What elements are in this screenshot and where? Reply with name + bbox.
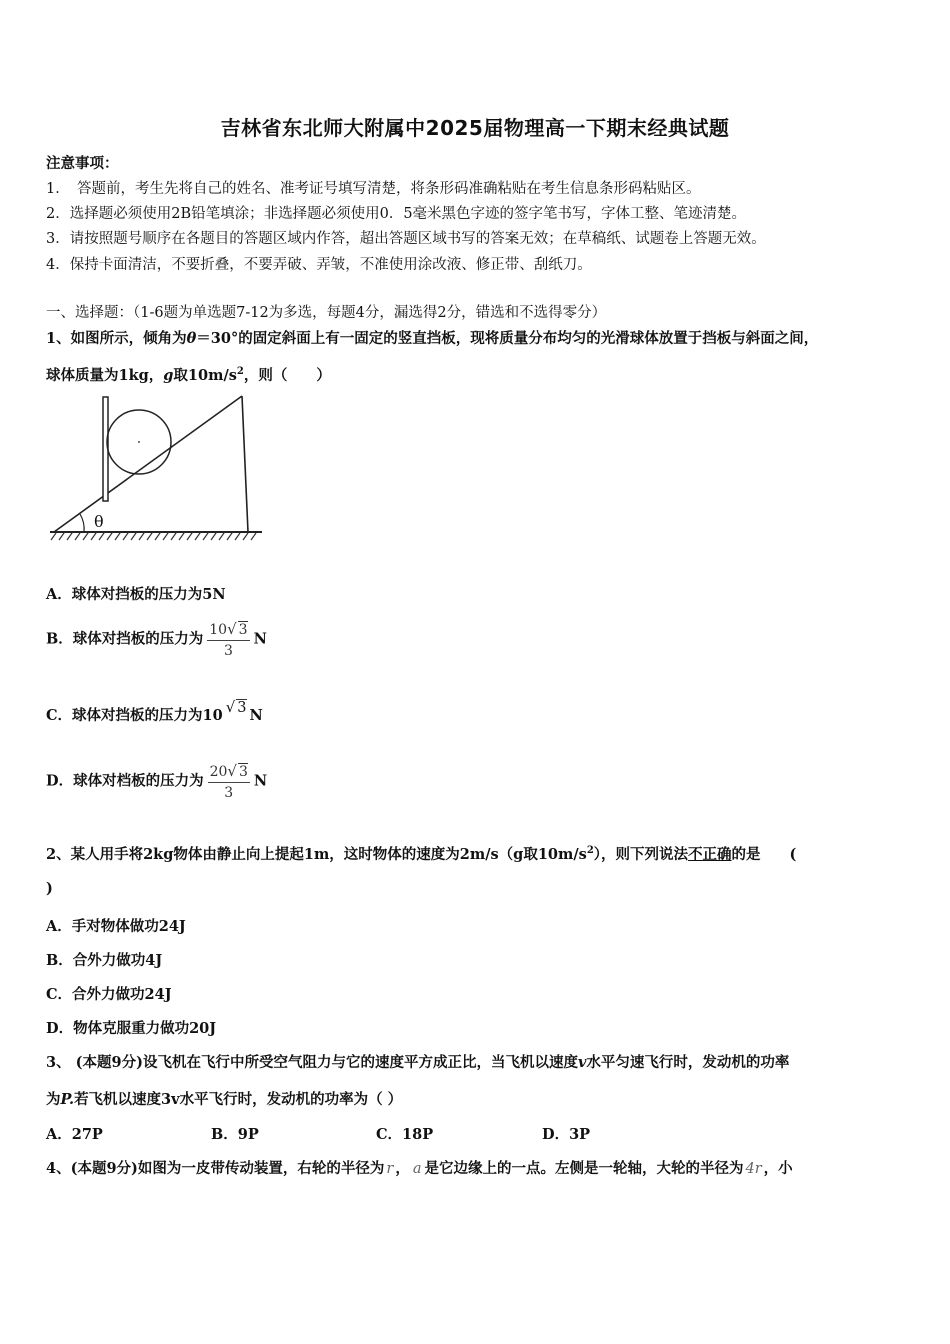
q1-stem-line2: 球体质量为1kg，g取$10m/s^2$，则（ ） [46, 366, 331, 384]
q2-option-d: D．物体克服重力做功20J [46, 1020, 217, 1037]
q3-option-d: D．3P [542, 1126, 591, 1143]
figure-theta-label: θ [94, 512, 104, 531]
notice-heading: 注意事项： [46, 155, 119, 172]
q3-stem-line1: 3、 (本题9分)设飞机在飞行中所受空气阻力与它的速度平方成正比，当飞机以速度v水平匀速飞行时，发动机的功率 [46, 1054, 790, 1071]
q2-option-c: C．合外力做功24J [46, 986, 172, 1003]
q3-option-c: C．18P [376, 1126, 434, 1143]
q1-option-b: B．球体对挡板的压力为 $\frac{10√ 3}{3}$ N [46, 620, 267, 659]
q2-option-b: B．合外力做功4J [46, 952, 163, 969]
q1-stem-line1: 1、如图所示，倾角为θ＝30°的固定斜面上有一固定的竖直挡板，现将质量分布均匀的光滑球体放置于挡板与斜面之间， [46, 330, 819, 347]
notice-item-2: 2．选择题必须使用2B铅笔填涂；非选择题必须使用0．5毫米黑色字迹的签字笔书写，字体工整、笔迹清楚。 [46, 206, 747, 222]
notice-item-4: 4．保持卡面清洁，不要折叠，不要弄破、弄皱，不准使用涂改液、修正带、刮纸刀。 [46, 257, 592, 273]
q2-stem-line1: 2、某人用手将2kg物体由静止向上提起1m，这时物体的速度为2m/s（g取$10m/s^2$），则下列说法不正确的是 ( [46, 845, 797, 863]
incline-figure [46, 392, 268, 548]
q4-stem-line1: 4、(本题9分)如图为一皮带传动装置，右轮的半径为 r ， a 是它边缘上的一点。左侧是一轮轴，大轮的半径为 4r ，小 [46, 1160, 793, 1177]
q3-option-b: B．9P [211, 1126, 259, 1143]
q3-stem-line2: 为P.若飞机以速度3v水平飞行时，发动机的功率为（ ） [46, 1091, 403, 1108]
page-title: 吉林省东北师大附属中2025届物理高一下期末经典试题 [220, 116, 730, 140]
q1-option-a: A．球体对挡板的压力为5N [46, 586, 226, 603]
q2-stem-line2: ) [46, 880, 53, 897]
q1-option-d: D．球体对档板的压力为 $\frac{20√ 3}{3}$ N [46, 762, 268, 801]
notice-item-1: 1． 答题前，考生先将自己的姓名、准考证号填写清楚，将条形码准确粘贴在考生信息条形码粘贴区。 [46, 181, 701, 197]
section-heading: 一、选择题：（1-6题为单选题7-12为多选，每题4分，漏选得2分，错选和不选得零分） [46, 305, 607, 321]
q1-option-c: C．球体对挡板的压力为10 √ 3 N [46, 698, 263, 724]
q3-option-a: A．27P [46, 1126, 103, 1143]
notice-item-3: 3．请按照题号顺序在各题目的答题区域内作答，超出答题区域书写的答案无效；在草稿纸、试题卷上答题无效。 [46, 231, 766, 247]
q2-option-a: A．手对物体做功24J [46, 918, 186, 935]
